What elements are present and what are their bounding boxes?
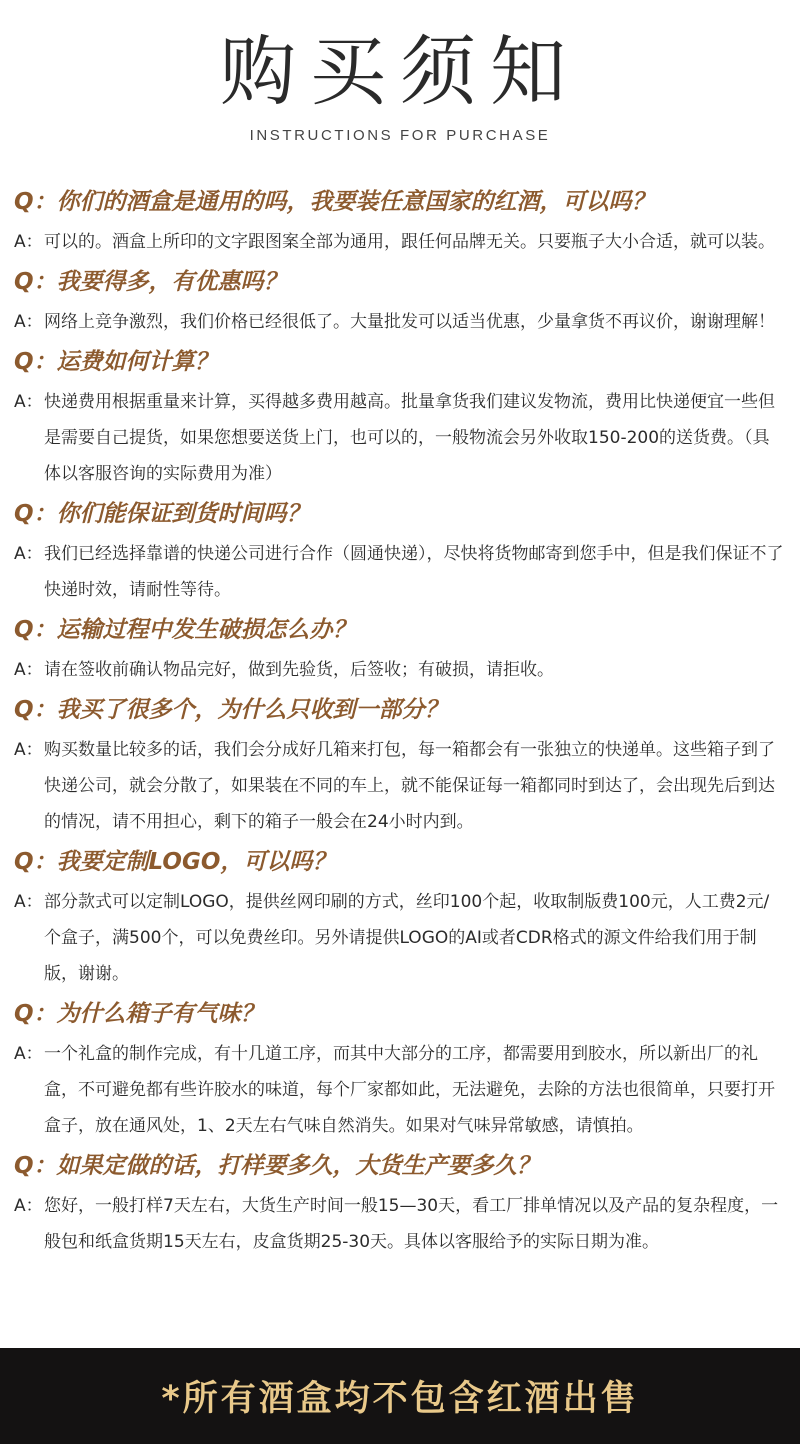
faq-question-1: Q：你们的酒盒是通用的吗，我要装任意国家的红酒，可以吗？ xyxy=(14,189,655,215)
answer-prefix: A： xyxy=(14,660,43,680)
faq-question-5: Q：运输过程中发生破损怎么办？ xyxy=(14,617,356,643)
faq-answer-1 xyxy=(0,224,784,260)
footer-notice: *所有酒盒均不包含红酒出售 xyxy=(161,1379,639,1419)
answer-text: 网络上竞争激烈，我们价格已经很低了。大量批发可以适当优惠，少量拿货不再议价，谢谢理解！ xyxy=(44,312,775,332)
faq-answer-4 xyxy=(0,536,784,608)
faq-answer-8 xyxy=(0,1036,784,1144)
answer-text: 我们已经选择靠谱的快递公司进行合作（圆通快递），尽快将货物邮寄到您手中，但是我们保证不了快递时效，请耐性等待。 xyxy=(44,544,784,600)
answer-prefix: A： xyxy=(14,1044,43,1064)
faq-list xyxy=(0,182,800,1262)
answer-text: 您好，一般打样7天左右，大货生产时间一般15—30天，看工厂排单情况以及产品的复杂程度，一般包和纸盒货期15天左右，皮盒货期25-30天。具体以客服给予的实际日期为准。 xyxy=(44,1196,779,1252)
answer-prefix: A： xyxy=(14,392,43,412)
page-subtitle: INSTRUCTIONS FOR PURCHASE xyxy=(249,127,551,144)
answer-prefix: A： xyxy=(14,312,43,332)
answer-text: 部分款式可以定制LOGO，提供丝网印刷的方式，丝印100个起，收取制版费100元，人工费2元/个盒子，满500个，可以免费丝印。另外请提供LOGO的AI或者CDR格式的源文件给我们用于制版，谢谢。 xyxy=(44,892,770,984)
answer-text: 请在签收前确认物品完好，做到先验货，后签收；有破损，请拒收。 xyxy=(44,660,554,680)
faq-answer-3 xyxy=(0,384,784,492)
answer-prefix: A： xyxy=(14,892,43,912)
faq-question-4: Q：你们能保证到货时间吗？ xyxy=(14,501,310,527)
faq-question-9: Q：如果定做的话，打样要多久，大货生产要多久？ xyxy=(14,1153,540,1179)
answer-prefix: A： xyxy=(14,740,43,760)
faq-answer-9 xyxy=(0,1188,784,1260)
faq-question-6: Q：我买了很多个，为什么只收到一部分？ xyxy=(14,697,448,723)
answer-prefix: A： xyxy=(14,232,43,252)
faq-answer-2 xyxy=(0,304,784,340)
answer-text: 快递费用根据重量来计算，买得越多费用越高。批量拿货我们建议发物流，费用比快递便宜一些但是需要自己提货，如果您想要送货上门，也可以的，一般物流会另外收取150-200的送货费。（具体以客服咨询的实际费用为准） xyxy=(44,392,775,484)
answer-prefix: A： xyxy=(14,544,43,564)
faq-question-2: Q：我要得多，有优惠吗？ xyxy=(14,269,287,295)
faq-question-8: Q：为什么箱子有气味？ xyxy=(14,1001,264,1027)
answer-text: 购买数量比较多的话，我们会分成好几箱来打包，每一箱都会有一张独立的快递单。这些箱子到了快递公司，就会分散了，如果装在不同的车上，就不能保证每一箱都同时到达了，会出现先后到达的情况，请不用担心，剩下的箱子一般会在24小时内到。 xyxy=(44,740,775,832)
answer-text: 可以的。酒盒上所印的文字跟图案全部为通用，跟任何品牌无关。只要瓶子大小合适，就可以装。 xyxy=(44,232,775,252)
footer-banner xyxy=(0,1348,800,1444)
page-title: 购买须知 xyxy=(220,27,580,116)
faq-question-3: Q：运费如何计算？ xyxy=(14,349,218,375)
faq-answer-5 xyxy=(0,652,784,688)
faq-answer-7 xyxy=(0,884,784,992)
faq-question-7: Q：我要定制LOGO，可以吗？ xyxy=(14,849,336,875)
answer-text: 一个礼盒的制作完成，有十几道工序，而其中大部分的工序，都需要用到胶水，所以新出厂的礼盒，不可避免都有些许胶水的味道，每个厂家都如此，无法避免，去除的方法也很简单，只要打开盒子，放在通风处，1、2天左右气味自然消失。如果对气味异常敏感，请慎拍。 xyxy=(44,1044,775,1136)
faq-answer-6 xyxy=(0,732,784,840)
answer-prefix: A： xyxy=(14,1196,43,1216)
